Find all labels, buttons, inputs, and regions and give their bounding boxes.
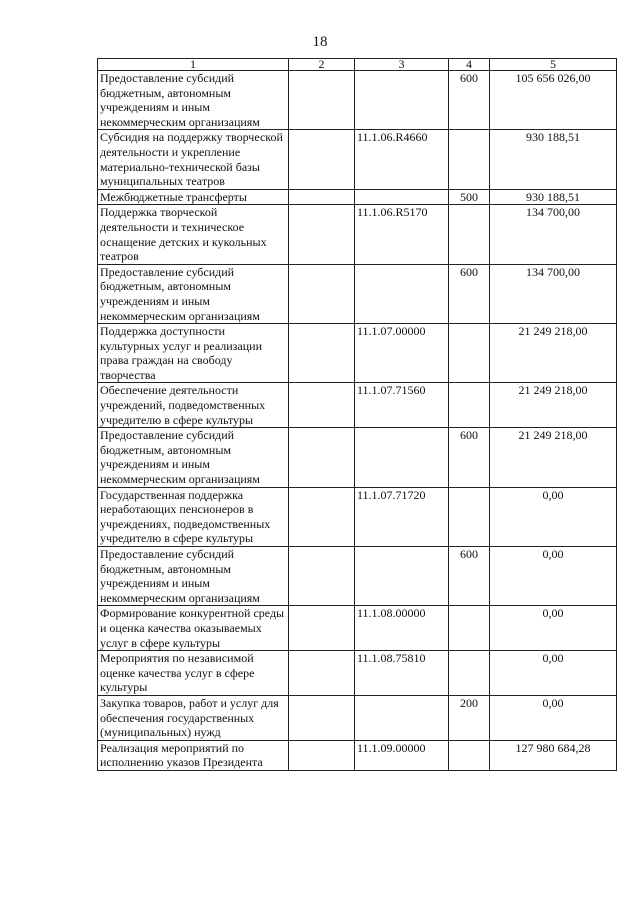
row-amount: 930 188,51 <box>490 130 617 189</box>
row-amount: 0,00 <box>490 695 617 740</box>
column-header: 4 <box>449 59 490 71</box>
row-amount: 21 249 218,00 <box>490 428 617 487</box>
row-name: Предоставление субсидий бюджетным, автономным учреждениям и иным некоммерческим организациям <box>98 547 289 606</box>
row-vr <box>449 651 490 696</box>
row-name: Государственная поддержка неработающих пенсионеров в учреждениях, подведомственных учредителю в сфере культуры <box>98 487 289 546</box>
row-vr <box>449 130 490 189</box>
row-code: 11.1.08.00000 <box>355 606 449 651</box>
table-row <box>98 487 617 546</box>
row-vr <box>449 383 490 428</box>
row-amount: 930 188,51 <box>490 189 617 205</box>
row-col2 <box>289 189 355 205</box>
row-amount: 21 249 218,00 <box>490 324 617 383</box>
table-row <box>98 130 617 189</box>
row-amount: 0,00 <box>490 606 617 651</box>
row-col2 <box>289 606 355 651</box>
row-col2 <box>289 428 355 487</box>
row-code: 11.1.06.R4660 <box>355 130 449 189</box>
row-code <box>355 695 449 740</box>
row-col2 <box>289 487 355 546</box>
row-col2 <box>289 547 355 606</box>
table-row <box>98 606 617 651</box>
row-code <box>355 189 449 205</box>
table-row <box>98 383 617 428</box>
row-vr: 500 <box>449 189 490 205</box>
row-code <box>355 71 449 130</box>
budget-table <box>97 58 617 771</box>
row-name: Формирование конкурентной среды и оценка качества оказываемых услуг в сфере культуры <box>98 606 289 651</box>
row-amount: 127 980 684,28 <box>490 740 617 770</box>
row-name: Поддержка доступности культурных услуг и реализации права граждан на свободу творчества <box>98 324 289 383</box>
row-name: Мероприятия по независимой оценке качества услуг в сфере культуры <box>98 651 289 696</box>
row-name: Предоставление субсидий бюджетным, автономным учреждениям и иным некоммерческим организациям <box>98 71 289 130</box>
row-name: Поддержка творческой деятельности и техническое оснащение детских и кукольных театров <box>98 205 289 264</box>
row-code: 11.1.07.71560 <box>355 383 449 428</box>
row-code <box>355 428 449 487</box>
row-name: Субсидия на поддержку творческой деятельности и укрепление материально-технической базы муниципальных театров <box>98 130 289 189</box>
row-col2 <box>289 130 355 189</box>
row-amount: 134 700,00 <box>490 264 617 323</box>
table-row <box>98 324 617 383</box>
row-vr <box>449 205 490 264</box>
row-amount: 21 249 218,00 <box>490 383 617 428</box>
row-vr: 600 <box>449 71 490 130</box>
row-vr <box>449 324 490 383</box>
row-code: 11.1.08.75810 <box>355 651 449 696</box>
column-header: 1 <box>98 59 289 71</box>
row-vr: 200 <box>449 695 490 740</box>
row-col2 <box>289 695 355 740</box>
row-amount: 105 656 026,00 <box>490 71 617 130</box>
table-header-row <box>98 59 617 71</box>
row-name: Предоставление субсидий бюджетным, автономным учреждениям и иным некоммерческим организациям <box>98 264 289 323</box>
row-amount: 0,00 <box>490 651 617 696</box>
page-number: 18 <box>312 34 328 50</box>
table-row <box>98 651 617 696</box>
row-col2 <box>289 324 355 383</box>
row-name: Межбюджетные трансферты <box>98 189 289 205</box>
table-row <box>98 428 617 487</box>
table-row <box>98 547 617 606</box>
row-name: Закупка товаров, работ и услуг для обеспечения государственных (муниципальных) нужд <box>98 695 289 740</box>
row-amount: 0,00 <box>490 547 617 606</box>
table-row <box>98 205 617 264</box>
row-vr: 600 <box>449 547 490 606</box>
table-row <box>98 695 617 740</box>
row-code: 11.1.07.71720 <box>355 487 449 546</box>
column-header: 3 <box>355 59 449 71</box>
row-code: 11.1.07.00000 <box>355 324 449 383</box>
row-col2 <box>289 71 355 130</box>
row-col2 <box>289 383 355 428</box>
row-col2 <box>289 264 355 323</box>
row-code <box>355 264 449 323</box>
table-row <box>98 264 617 323</box>
row-vr <box>449 740 490 770</box>
row-vr: 600 <box>449 264 490 323</box>
row-col2 <box>289 740 355 770</box>
row-col2 <box>289 651 355 696</box>
row-vr <box>449 606 490 651</box>
row-vr <box>449 487 490 546</box>
table-row <box>98 71 617 130</box>
row-amount: 134 700,00 <box>490 205 617 264</box>
column-header: 5 <box>490 59 617 71</box>
row-code <box>355 547 449 606</box>
row-amount: 0,00 <box>490 487 617 546</box>
table-row <box>98 740 617 770</box>
row-vr: 600 <box>449 428 490 487</box>
column-header: 2 <box>289 59 355 71</box>
row-col2 <box>289 205 355 264</box>
row-name: Реализация мероприятий по исполнению указов Президента <box>98 740 289 770</box>
table-row <box>98 189 617 205</box>
row-code: 11.1.09.00000 <box>355 740 449 770</box>
row-name: Предоставление субсидий бюджетным, автономным учреждениям и иным некоммерческим организациям <box>98 428 289 487</box>
row-code: 11.1.06.R5170 <box>355 205 449 264</box>
row-name: Обеспечение деятельности учреждений, подведомственных учредителю в сфере культуры <box>98 383 289 428</box>
